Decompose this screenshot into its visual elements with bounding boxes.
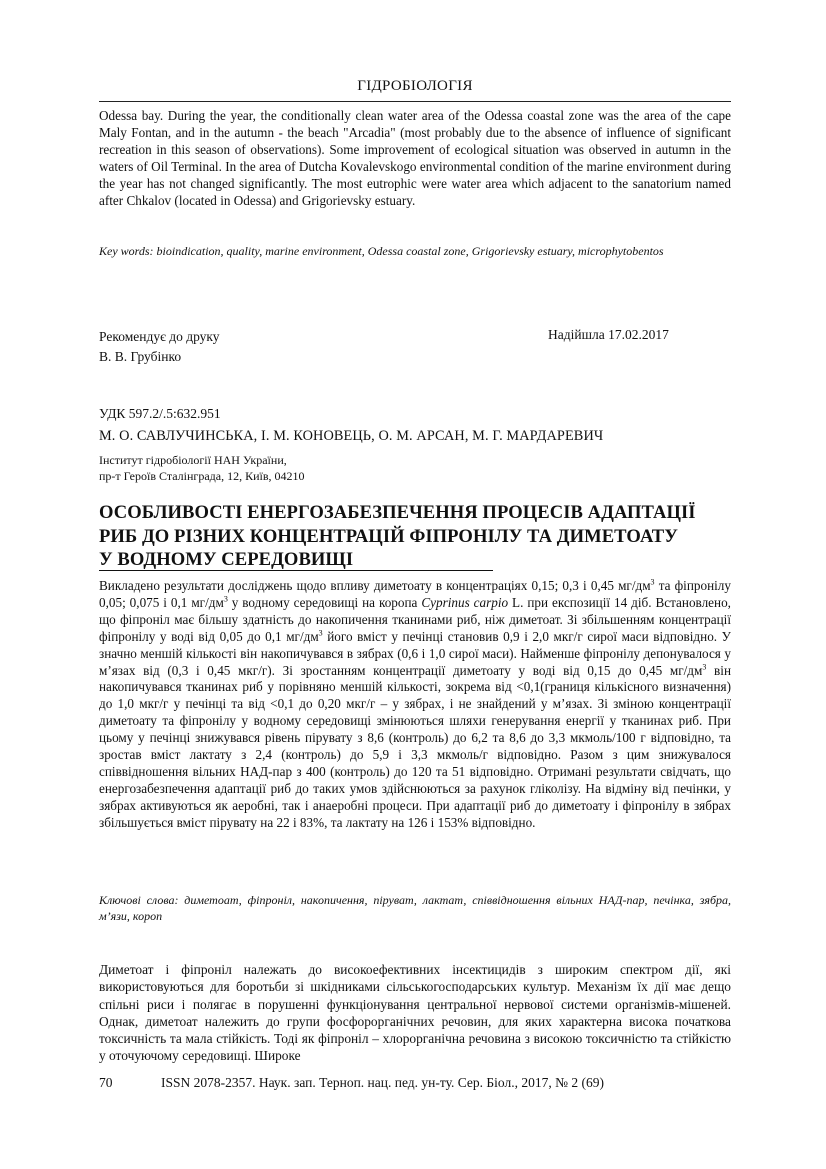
- abstract-text: у водному середовищі на коропа: [227, 594, 422, 610]
- article-abstract: [99, 578, 731, 832]
- header-rule: [99, 101, 731, 102]
- affiliation-line: Інститут гідробіології НАН України,: [99, 453, 287, 467]
- previous-abstract-end: Odessa bay. During the year, the conditionally clean water area of the Odessa coastal zone was the area of the cape Maly Fontan, and in the autumn - the beach "Arcadia" (most probably due to the absence of influence of significant recreation in this season of observations). Some improvement of ecological situation was observed in autumn in the waters of Oil Terminal. In the area of Dutcha Kovalevskogo environmental condition of the marine environment during the year has not changed significantly. The most eutrophic were water area which adjacent to the sanatorium named after Chkalov (located in Odessa) and Grigorievsky estuary.: [99, 108, 731, 208]
- superscript: 3: [318, 628, 323, 638]
- species-name: Cyprinus carpio: [421, 594, 509, 610]
- title-line: РИБ ДО РІЗНИХ КОНЦЕНТРАЦІЙ ФІПРОНІЛУ ТА ДИМЕТОАТУ: [99, 525, 678, 547]
- title-line: У ВОДНОМУ СЕРЕДОВИЩІ: [99, 550, 493, 571]
- superscript: 3: [650, 577, 655, 587]
- body-text: Диметоат і фіпроніл належать до високоефективних інсектицидів з широким спектром дії, які використовуються для боротьби зі шкідниками сільськогосподарських культур. Механізм їх дії має дещо спільні риси і полягає в порушенні функціонування центральної нервової системи організмів-мішеней. Однак, диметоат належить до групи фосфорорганічних речовин, для яких характерна висока початкова токсичність та мала стійкість. Тоді як фіпроніл – хлорорганічна речовина з високою токсичністю та стійкістю у оточуючому середовищі. Широке: [99, 962, 731, 1064]
- udk-code: УДК 597.2/.5:632.951: [99, 406, 221, 421]
- abstract-text: Викладено результати досліджень щодо впливу диметоату в концентраціях 0,15; 0,3 і 0,45 мг/дм: [99, 578, 651, 593]
- recommendation-block: [99, 327, 220, 367]
- recommended-by: В. В. Грубінко: [99, 349, 182, 364]
- journal-citation: ISSN 2078-2357. Наук. зап. Терноп. нац. пед. ун-ту. Сер. Біол., 2017, № 2 (69): [161, 1075, 604, 1090]
- recommended-label: Рекомендує до друку: [99, 329, 220, 344]
- affiliation: [99, 452, 305, 484]
- article-title: [99, 501, 731, 572]
- received-date: Надійшла 17.02.2017: [548, 327, 669, 342]
- abstract-text: та фіпронілу 0,05; 0,075 і 0,1 мг/дм: [99, 578, 731, 610]
- superscript: 3: [702, 662, 707, 672]
- page-number: 70: [99, 1075, 113, 1090]
- running-header: ГІДРОБІОЛОГІЯ: [357, 78, 473, 94]
- article-keywords: Ключові слова: диметоат, фіпроніл, накопичення, піруват, лактат, співвідношення вільних НАД-пар, печінка, зябра, м’язи, короп: [99, 893, 731, 923]
- authors: М. О. САВЛУЧИНСЬКА, І. М. КОНОВЕЦЬ, О. М. АРСАН, М. Г. МАРДАРЕВИЧ: [99, 428, 604, 444]
- page-footer: [99, 1075, 604, 1091]
- abstract-text: він накопичувався тканинах риб у порівняно меншій кількості, зокрема від <0,1(границя кількісного визначення) до 1,0 мкг/г у печінці та від <0,1 до 0,20 мкг/г – у зябрах, і не знайдений у м’язах. Зі зміною концентрації диметоату та фіпронілу у водному середовищі змінюються шляхи генерування енергії у тканинах риб. При цьому у печінці знижувався рівень пірувату з 8,6 (контроль) до 6,2 та 8,6 до 3,3 мкмоль/100 г відповідно, та зростав вміст лактату з 2,4 (контроль) до 5,9 і 3,3 мкмоль/г відповідно. Разом з цим знижувалося співвідношення вільних НАД-пар з 400 (контроль) до 120 та 51 відповідно. Отримані результати свідчать, що енергозабезпечення адаптації риб до таких умов здійснюються за рахунок гліколізу. На відміну від печінки, у зябрах активуються як аеробні, так і анаеробні процеси. При адаптації риб до диметоату і фіпронілу в зябрах збільшується вміст пірувату на 22 і 83%, та лактату на 126 і 153% відповідно.: [99, 662, 731, 830]
- superscript: 3: [223, 594, 228, 604]
- title-line: ОСОБЛИВОСТІ ЕНЕРГОЗАБЕЗПЕЧЕННЯ ПРОЦЕСІВ АДАПТАЦІЇ: [99, 502, 696, 523]
- abstract-text: його вміст у печінці становив 0,9 і 2,0 мкг/г сирої маси відповідно. У значно меншій кількості він накопичувався в зябрах (0,6 і 1,0 сирої маси). Найменше фіпронілу депонувалося у м’язах від (0,3 і 0,45 мкг/г). Зі зростанням концентрації диметоату у воді від 0,15 до 0,45 мг/дм: [99, 628, 731, 678]
- previous-keywords: Key words: bioindication, quality, marine environment, Odessa coastal zone, Grigorievsky estuary, microphytobentos: [99, 244, 664, 258]
- affiliation-address: пр-т Героїв Сталінграда, 12, Київ, 04210: [99, 469, 305, 483]
- abstract-text: L. при експозиції 14 діб. Встановлено, що фіпроніл має більшу здатність до накопичення тканинами риб, ніж диметоат. Зі збільшенням концентрації фіпронілу у воді від 0,05 до 0,1 мг/дм: [99, 594, 731, 644]
